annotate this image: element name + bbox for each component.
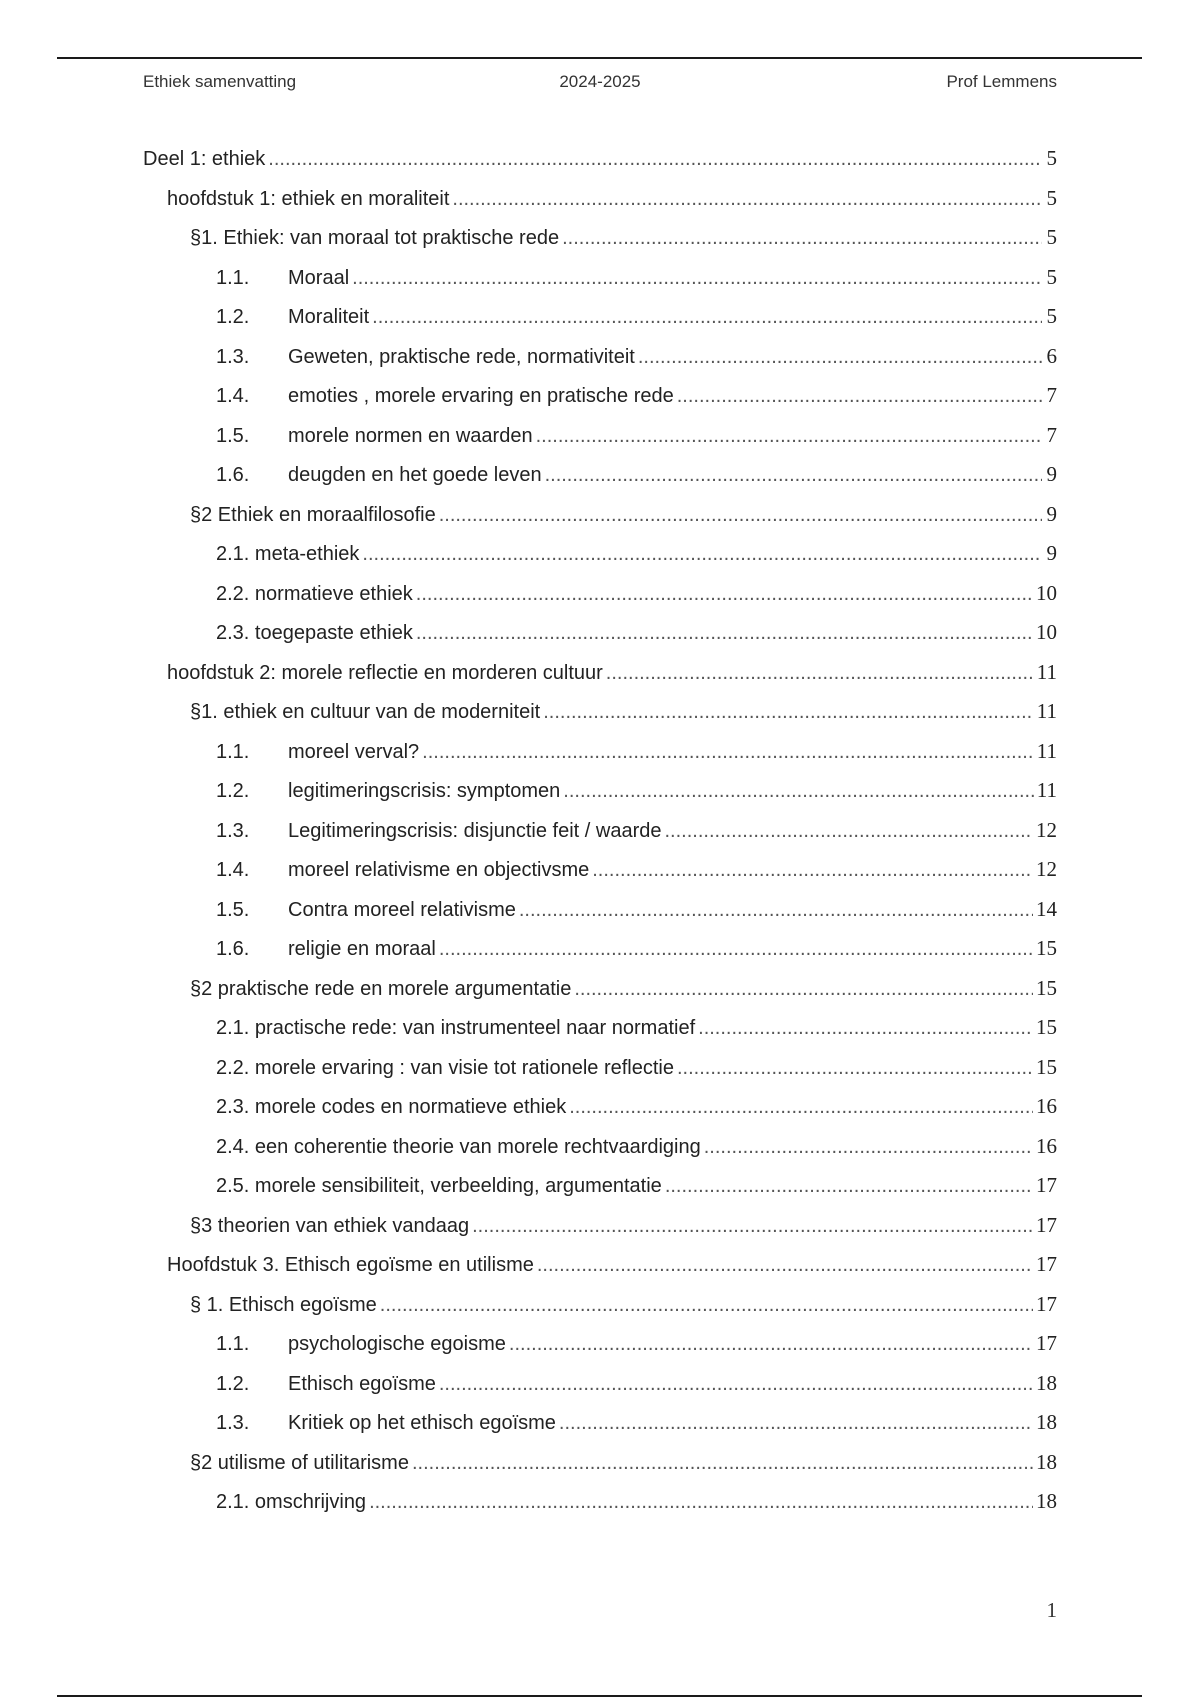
- toc-entry-subsection[interactable]: [143, 617, 1057, 657]
- toc-entry-subsection[interactable]: [143, 1091, 1057, 1131]
- toc-entry-subsection[interactable]: [143, 301, 1057, 341]
- toc-entry-text: religie en moraal: [288, 938, 436, 960]
- toc-entry-page: 5: [1046, 225, 1057, 249]
- toc-entry-number: 1.2.: [216, 1372, 250, 1395]
- toc-entry-page: 11: [1036, 778, 1057, 802]
- toc-leader: [416, 618, 1033, 648]
- toc-leader: [638, 342, 1042, 372]
- toc-leader: [592, 855, 1033, 885]
- toc-entry-text: §2 utilisme of utilitarisme: [190, 1451, 409, 1474]
- toc-leader: [698, 1013, 1033, 1043]
- footer-rule: [57, 1695, 1142, 1697]
- toc-entry-page: 7: [1046, 383, 1057, 407]
- toc-entry-text: Ethisch egoïsme: [288, 1372, 436, 1395]
- toc-leader: [562, 223, 1042, 253]
- toc-leader: [352, 263, 1042, 293]
- table-of-contents: [143, 143, 1057, 1526]
- header-title: Ethiek samenvatting: [143, 72, 297, 91]
- toc-entry-subsection[interactable]: [143, 1131, 1057, 1171]
- toc-entry-subsection[interactable]: [143, 380, 1057, 420]
- toc-entry-page: 5: [1046, 264, 1057, 289]
- toc-entry-page: 18: [1036, 1449, 1057, 1474]
- toc-entry-page: 17: [1036, 1173, 1057, 1197]
- toc-leader: [369, 1487, 1033, 1517]
- toc-entry-part[interactable]: [143, 143, 1057, 183]
- toc-entry-page: 16: [1036, 1133, 1057, 1158]
- toc-entry-number: 1.1.: [216, 740, 250, 763]
- toc-leader: [543, 697, 1034, 727]
- toc-entry-subsection[interactable]: [143, 1012, 1057, 1052]
- toc-entry-page: 5: [1046, 185, 1057, 210]
- toc-leader: [665, 816, 1034, 846]
- toc-entry-page: 18: [1036, 1410, 1057, 1434]
- toc-entry-section[interactable]: [143, 222, 1057, 262]
- page-header: [143, 72, 1057, 96]
- toc-leader: [537, 1250, 1033, 1280]
- toc-entry-section[interactable]: [143, 973, 1057, 1013]
- toc-entry-text: 2.4. een coherentie theorie van morele rechtvaardiging: [216, 1135, 701, 1158]
- toc-entry-page: 15: [1036, 975, 1057, 1000]
- toc-entry-page: 15: [1036, 1015, 1057, 1039]
- toc-entry-text: moreel relativisme en objectivsme: [288, 859, 590, 881]
- toc-entry-number: 1.2.: [216, 306, 250, 328]
- toc-entry-subsection[interactable]: [143, 933, 1057, 973]
- toc-entry-text: 2.3. morele codes en normatieve ethiek: [216, 1096, 567, 1118]
- toc-leader: [559, 1408, 1033, 1438]
- toc-leader: [472, 1211, 1033, 1241]
- toc-entry-text: morele normen en waarden: [288, 424, 533, 447]
- toc-entry-subsection[interactable]: [143, 1052, 1057, 1092]
- toc-entry-text: §1. ethiek en cultuur van de moderniteit: [190, 701, 541, 723]
- toc-entry-number: 1.3.: [216, 345, 250, 368]
- toc-leader: [509, 1329, 1033, 1359]
- toc-entry-number: 1.3.: [216, 819, 250, 842]
- toc-entry-page: 10: [1036, 620, 1057, 644]
- toc-entry-page: 9: [1046, 501, 1057, 526]
- toc-leader: [519, 895, 1033, 925]
- toc-entry-number: 1.5.: [216, 898, 250, 921]
- toc-entry-text: 2.1. omschrijving: [216, 1491, 367, 1513]
- toc-entry-text: §1. Ethiek: van moraal tot praktische rede: [190, 227, 560, 249]
- toc-entry-subsection[interactable]: [143, 1368, 1057, 1408]
- toc-entry-text: hoofdstuk 1: ethiek en moraliteit: [167, 187, 450, 210]
- toc-entry-text: Kritiek op het ethisch egoïsme: [288, 1412, 556, 1434]
- header-author: Prof Lemmens: [946, 72, 1057, 91]
- toc-entry-text: Deel 1: ethiek: [143, 148, 266, 170]
- toc-entry-number: 1.1.: [216, 266, 250, 289]
- toc-entry-page: 14: [1036, 896, 1057, 921]
- toc-entry-subsection[interactable]: [143, 1170, 1057, 1210]
- toc-entry-section[interactable]: [143, 1289, 1057, 1329]
- toc-leader: [362, 539, 1042, 569]
- toc-entry-page: 11: [1036, 699, 1057, 723]
- toc-leader: [574, 974, 1033, 1004]
- toc-entry-subsection[interactable]: [143, 775, 1057, 815]
- toc-entry-page: 9: [1046, 462, 1057, 486]
- toc-entry-section[interactable]: [143, 499, 1057, 539]
- toc-entry-section[interactable]: [143, 696, 1057, 736]
- toc-entry-page: 9: [1046, 541, 1057, 565]
- toc-entry-text: Moraal: [288, 266, 350, 289]
- toc-entry-page: 15: [1036, 936, 1057, 960]
- toc-entry-text: moreel verval?: [288, 740, 420, 763]
- toc-entry-chapter[interactable]: [143, 183, 1057, 223]
- toc-leader: [545, 460, 1042, 490]
- toc-entry-subsection[interactable]: [143, 1407, 1057, 1447]
- toc-entry-number: 1.2.: [216, 780, 250, 802]
- toc-entry-text: §2 praktische rede en morele argumentatie: [190, 977, 572, 1000]
- toc-entry-page: 5: [1046, 304, 1057, 328]
- toc-entry-section[interactable]: [143, 1210, 1057, 1250]
- toc-entry-text: 2.1. meta-ethiek: [216, 543, 360, 565]
- toc-entry-number: 1.5.: [216, 424, 250, 447]
- toc-entry-text: 2.5. morele sensibiliteit, verbeelding, argumentatie: [216, 1175, 662, 1197]
- toc-entry-subsection[interactable]: [143, 262, 1057, 302]
- toc-leader: [416, 579, 1033, 609]
- toc-entry-text: 2.3. toegepaste ethiek: [216, 622, 413, 644]
- toc-entry-subsection[interactable]: [143, 815, 1057, 855]
- toc-entry-page: 17: [1036, 1291, 1057, 1316]
- toc-entry-text: hoofdstuk 2: morele reflectie en morderen cultuur: [167, 661, 603, 684]
- toc-leader: [536, 421, 1042, 451]
- toc-leader: [452, 184, 1042, 214]
- toc-leader: [412, 1448, 1033, 1478]
- toc-entry-number: 1.4.: [216, 385, 250, 407]
- header-year: 2024-2025: [559, 72, 641, 91]
- toc-entry-text: § 1. Ethisch egoïsme: [190, 1293, 377, 1316]
- toc-entry-text: 2.2. normatieve ethiek: [216, 582, 413, 605]
- toc-entry-page: 18: [1036, 1489, 1057, 1513]
- toc-entry-page: 18: [1036, 1370, 1057, 1395]
- toc-leader: [439, 500, 1042, 530]
- toc-leader: [569, 1092, 1033, 1122]
- toc-leader: [439, 1369, 1033, 1399]
- toc-entry-subsection[interactable]: [143, 854, 1057, 894]
- toc-entry-text: legitimeringscrisis: symptomen: [288, 780, 561, 802]
- toc-entry-page: 6: [1046, 343, 1057, 368]
- toc-entry-page: 5: [1046, 146, 1057, 170]
- toc-entry-text: Legitimeringscrisis: disjunctie feit / waarde: [288, 819, 662, 842]
- toc-leader: [439, 934, 1033, 964]
- page-number: 1: [1046, 1598, 1057, 1622]
- toc-entry-page: 11: [1036, 659, 1057, 684]
- toc-entry-page: 17: [1036, 1331, 1057, 1355]
- toc-entry-text: Moraliteit: [288, 306, 370, 328]
- toc-entry-chapter[interactable]: [143, 1249, 1057, 1289]
- toc-entry-page: 15: [1036, 1054, 1057, 1079]
- toc-entry-text: Geweten, praktische rede, normativiteit: [288, 345, 635, 368]
- toc-entry-number: 1.3.: [216, 1412, 250, 1434]
- toc-entry-page: 17: [1036, 1212, 1057, 1237]
- toc-entry-section[interactable]: [143, 1447, 1057, 1487]
- toc-leader: [677, 1053, 1033, 1083]
- toc-leader: [606, 658, 1034, 688]
- toc-entry-number: 1.6.: [216, 938, 250, 960]
- toc-entry-subsection[interactable]: [143, 459, 1057, 499]
- toc-entry-page: 16: [1036, 1094, 1057, 1118]
- toc-entry-subsection[interactable]: [143, 341, 1057, 381]
- toc-entry-text: §2 Ethiek en moraalfilosofie: [190, 503, 436, 526]
- toc-entry-page: 12: [1036, 817, 1057, 842]
- toc-entry-subsection[interactable]: [143, 538, 1057, 578]
- header-rule: [57, 57, 1142, 59]
- toc-entry-page: 12: [1036, 857, 1057, 881]
- toc-leader: [422, 737, 1034, 767]
- toc-entry-text: 2.2. morele ervaring : van visie tot rationele reflectie: [216, 1056, 674, 1079]
- toc-entry-subsection[interactable]: [143, 420, 1057, 460]
- toc-leader: [704, 1132, 1033, 1162]
- toc-leader: [372, 302, 1042, 332]
- toc-entry-number: 1.6.: [216, 464, 250, 486]
- toc-entry-text: §3 theorien van ethiek vandaag: [190, 1214, 470, 1237]
- toc-entry-page: 10: [1036, 580, 1057, 605]
- toc-entry-subsection[interactable]: [143, 578, 1057, 618]
- toc-entry-text: 2.1. practische rede: van instrumenteel naar normatief: [216, 1017, 696, 1039]
- toc-entry-subsection[interactable]: [143, 1486, 1057, 1526]
- toc-entry-text: deugden en het goede leven: [288, 464, 542, 486]
- toc-entry-number: 1.1.: [216, 1333, 250, 1355]
- toc-leader: [268, 144, 1042, 174]
- toc-entry-subsection[interactable]: [143, 1328, 1057, 1368]
- toc-entry-text: psychologische egoisme: [288, 1333, 506, 1355]
- toc-entry-subsection[interactable]: [143, 894, 1057, 934]
- toc-leader: [563, 776, 1033, 806]
- toc-entry-chapter[interactable]: [143, 657, 1057, 697]
- toc-entry-number: 1.4.: [216, 859, 250, 881]
- toc-entry-page: 17: [1036, 1252, 1057, 1276]
- toc-entry-text: Contra moreel relativisme: [288, 898, 516, 921]
- toc-leader: [677, 381, 1042, 411]
- toc-entry-subsection[interactable]: [143, 736, 1057, 776]
- toc-entry-text: emoties , morele ervaring en pratische rede: [288, 385, 674, 407]
- toc-leader: [380, 1290, 1033, 1320]
- toc-entry-page: 7: [1046, 422, 1057, 447]
- toc-leader: [665, 1171, 1033, 1201]
- toc-entry-text: Hoofdstuk 3. Ethisch egoïsme en utilisme: [167, 1254, 534, 1276]
- toc-entry-page: 11: [1036, 738, 1057, 763]
